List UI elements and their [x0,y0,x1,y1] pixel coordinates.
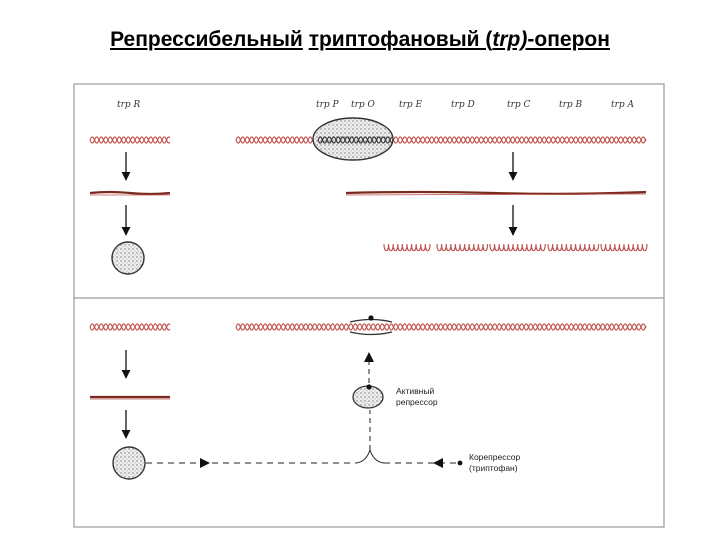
enzyme-polypeptide-2 [437,244,488,251]
gene-label-trpO: trp O [351,100,375,110]
gene-label-trpD: trp D [451,100,475,110]
repressor-protein-bottom [113,447,145,479]
operon-enzymes [384,244,647,251]
enzyme-polypeptide-4 [548,244,599,251]
gene-label-trpA: trp A [611,100,635,110]
dashed-arrowhead-1 [200,458,210,468]
gene-label-trpB: trp B [559,100,583,110]
junction-join [356,450,384,463]
title-operon-word: -оперон [527,28,610,51]
operon-mrna-shade [346,194,646,195]
trpR-gene-dna [90,137,170,143]
title-trp: trp) [492,28,528,51]
gene-label-trpP: trp P [316,100,339,110]
active-repressor-label-2: репрессор [396,397,438,407]
gene-label-trpC: trp C [507,100,531,110]
bound-repressor-bottom [350,332,392,335]
enzyme-polypeptide-3 [490,244,545,251]
trpR-gene-dna-bottom [90,324,170,330]
enzyme-polypeptide-1 [384,244,430,251]
corepressor-label-1: Корепрессор [469,452,521,462]
dashed-arrowhead-2 [433,458,443,468]
active-repressor-label-1: Активный [396,386,435,396]
enzyme-polypeptide-5 [601,244,647,251]
operon-dna-bottom [236,324,646,330]
trpR-mrna-top [90,192,170,194]
repressor-to-operator-arrowhead [364,352,374,362]
active-repressor-corepressor [366,384,371,389]
gene-label-trpE: trp E [399,100,423,110]
title-tryptophan: триптофановый ( [308,28,493,51]
operon-dna-top [236,137,646,143]
corepressor-dot [458,461,463,466]
inactive-repressor-protein [112,242,144,274]
gene-label-trpR: trp R [117,100,141,110]
bound-corepressor-dot [368,315,373,320]
title-repressible: Репрессибельный [110,28,303,51]
corepressor-label-2: (триптофан) [469,463,518,473]
operon-mrna [346,192,646,194]
